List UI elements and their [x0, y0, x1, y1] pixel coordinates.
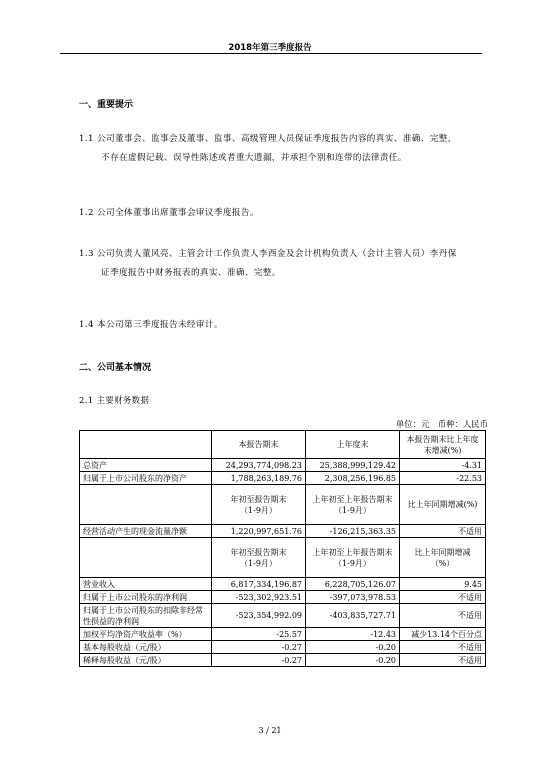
- notice-item-4: [79, 316, 484, 335]
- table-cell: -22.53: [400, 472, 486, 485]
- table-cell-label: 归属于上市公司股东的扣除非经常性损益的净利润: [80, 604, 212, 628]
- table-header-cell: 比上年同期增减(%): [400, 485, 486, 525]
- table-header-cell: 本报告期末: [212, 431, 306, 459]
- table-cell: -12.43: [306, 628, 400, 641]
- table-cell: 6,817,334,196.87: [212, 578, 306, 591]
- table-header-cell: 上年初至上年报告期末 （1-9月）: [306, 485, 400, 525]
- table-row: [80, 641, 486, 654]
- table-header-cell: 比上年同期增减 （%）: [400, 538, 486, 578]
- table-cell: -397,073,978.53: [306, 591, 400, 604]
- table-header-cell: 上年度末: [306, 431, 400, 459]
- table-row: [80, 472, 486, 485]
- table-cell: -0.27: [212, 641, 306, 654]
- table-row: [80, 628, 486, 641]
- notice-item-1-line1: 1.1 公司董事会、监事会及董事、监事、高级管理人员保证季度报告内容的真实、准确、完整，: [79, 134, 457, 144]
- table-cell: -0.20: [306, 654, 400, 667]
- table-cell: 不适用: [400, 591, 486, 604]
- table-header-cell: [80, 431, 212, 459]
- notice-item-2-line1: 1.2 公司全体董事出席董事会审议季度报告。: [79, 208, 259, 218]
- table-cell: 不适用: [400, 604, 486, 628]
- table-cell-label: 归属于上市公司股东的净利润: [80, 591, 212, 604]
- table-cell: 1,788,263,189.76: [212, 472, 306, 485]
- table-cell: -523,354,992.09: [212, 604, 306, 628]
- table-header-cell: 本报告期末比上年度末增减(%): [400, 431, 486, 459]
- table-cell: 6,228,705,126.07: [306, 578, 400, 591]
- notice-item-3-line1: 1.3 公司负责人董风亮、主管会计工作负责人李西金及会计机构负责人（会计主管人员）李丹保: [79, 249, 457, 259]
- header-divider: [60, 53, 482, 54]
- table-row: [80, 591, 486, 604]
- table-cell-label: 经营活动产生的现金流量净额: [80, 525, 212, 538]
- table-cell: -523,302,923.51: [212, 591, 306, 604]
- table-cell: -403,835,727.71: [306, 604, 400, 628]
- table-cell: 减少13.14个百分点: [400, 628, 486, 641]
- table-cell: -0.20: [306, 641, 400, 654]
- section-title-basic-info: 二、公司基本情况: [79, 363, 152, 373]
- table-cell: 9.45: [400, 578, 486, 591]
- page-number: 3 / 21: [258, 726, 282, 735]
- table-cell: -0.27: [212, 654, 306, 667]
- table-row: [80, 578, 486, 591]
- table-cell: 不适用: [400, 654, 486, 667]
- table-header-row: [80, 485, 486, 525]
- table-cell: 2,308,256,196.85: [306, 472, 400, 485]
- table-header-cell: 年初至报告期末 （1-9月）: [212, 538, 306, 578]
- table-cell: -126,215,363.35: [306, 525, 400, 538]
- table-cell: 不适用: [400, 641, 486, 654]
- table-cell: 不适用: [400, 525, 486, 538]
- table-cell: 24,293,774,098.23: [212, 459, 306, 472]
- table-row: [80, 604, 486, 628]
- table-cell: 1,220,997,651.76: [212, 525, 306, 538]
- table-cell: -4.31: [400, 459, 486, 472]
- financial-data-table: [79, 430, 486, 667]
- table-header-row: [80, 431, 486, 459]
- table-cell-label: 总资产: [80, 459, 212, 472]
- notice-item-1: [79, 130, 484, 168]
- table-cell-label: 加权平均净资产收益率（%）: [80, 628, 212, 641]
- section-title-important: 一、重要提示: [79, 100, 134, 110]
- table-cell-label: 归属于上市公司股东的净资产: [80, 472, 212, 485]
- table-row: [80, 654, 486, 667]
- table-cell: 25,388,999,129.42: [306, 459, 400, 472]
- table-row: [80, 459, 486, 472]
- table-header-cell: [80, 538, 212, 578]
- table-header-cell: 上年初至上年报告期末 （1-9月）: [306, 538, 400, 578]
- table-header-cell: 年初至报告期末 （1-9月）: [212, 485, 306, 525]
- notice-item-3: [79, 245, 484, 283]
- notice-item-4-line1: 1.4 本公司第三季度报告未经审计。: [79, 320, 223, 330]
- page-header-title: 2018年第三季度报告: [228, 43, 312, 53]
- notice-item-2: [79, 204, 484, 223]
- table-header-cell: [80, 485, 212, 525]
- table-cell-label: 稀释每股收益（元/股）: [80, 654, 212, 667]
- subsection-title: 2.1 主要财务数据: [79, 395, 150, 405]
- table-cell-label: 营业收入: [80, 578, 212, 591]
- unit-label: 单位：元 币种：人民币: [395, 419, 488, 429]
- table-header-row: [80, 538, 486, 578]
- table-cell-label: 基本每股收益（元/股）: [80, 641, 212, 654]
- table-row: [80, 525, 486, 538]
- notice-item-1-line2: 不存在虚假记载、误导性陈述或者重大遗漏，并承担个别和连带的法律责任。: [101, 153, 407, 163]
- table-cell: -25.57: [212, 628, 306, 641]
- notice-item-3-line2: 证季度报告中财务报表的真实、准确、完整。: [101, 268, 281, 278]
